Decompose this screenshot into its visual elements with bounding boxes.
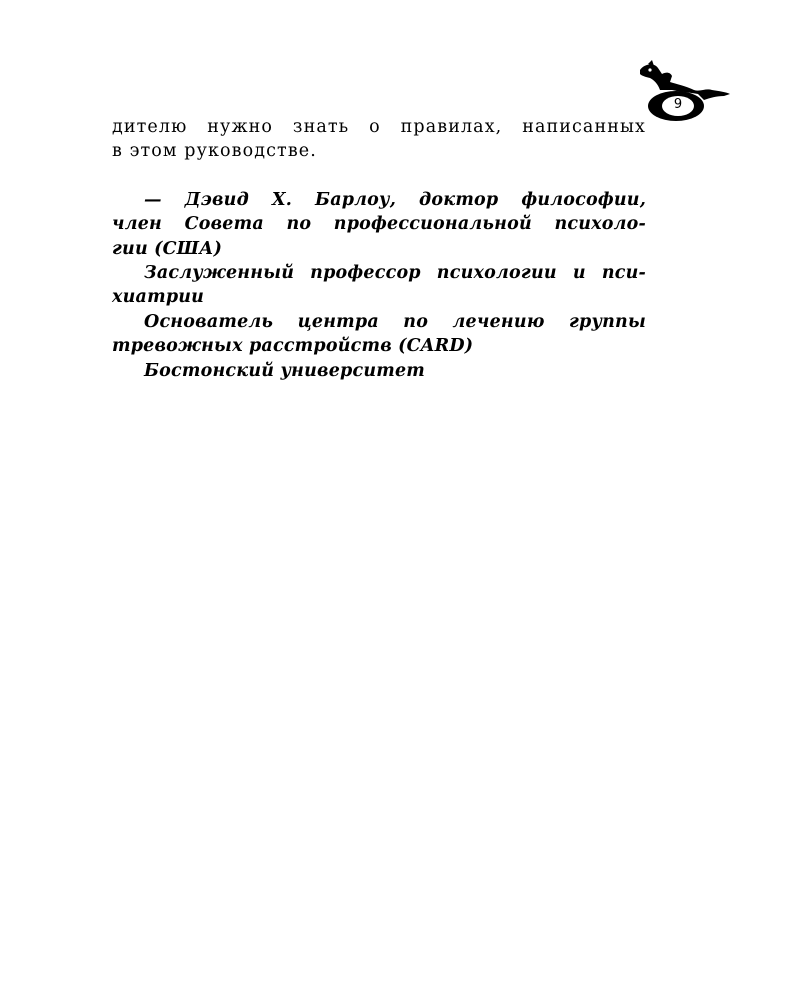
body-line-2: в этом руководстве. (112, 141, 317, 162)
signature-line-8: Бостонский университет (144, 360, 426, 381)
signature-line-7: тревожных расстройств (CARD) (112, 336, 474, 357)
signature-line-1: — Дэвид Х. Барлоу, доктор философии, (144, 189, 646, 210)
signature-line-4: Заслуженный профессор психологии и пси- (144, 263, 646, 284)
signature-line-6: Основатель центра по лечению группы (144, 311, 646, 332)
signature-line-5: хиатрии (112, 287, 205, 308)
author-signature (112, 188, 646, 383)
page-content (112, 115, 646, 383)
body-line-1: дителю нужно знать о правилах, написанных (112, 117, 646, 137)
signature-line-3: гии (США) (112, 238, 223, 259)
body-paragraph (112, 115, 646, 164)
signature-line-2: член Совета по профессиональной психоло- (112, 214, 646, 235)
page-number: 9 (673, 97, 683, 112)
